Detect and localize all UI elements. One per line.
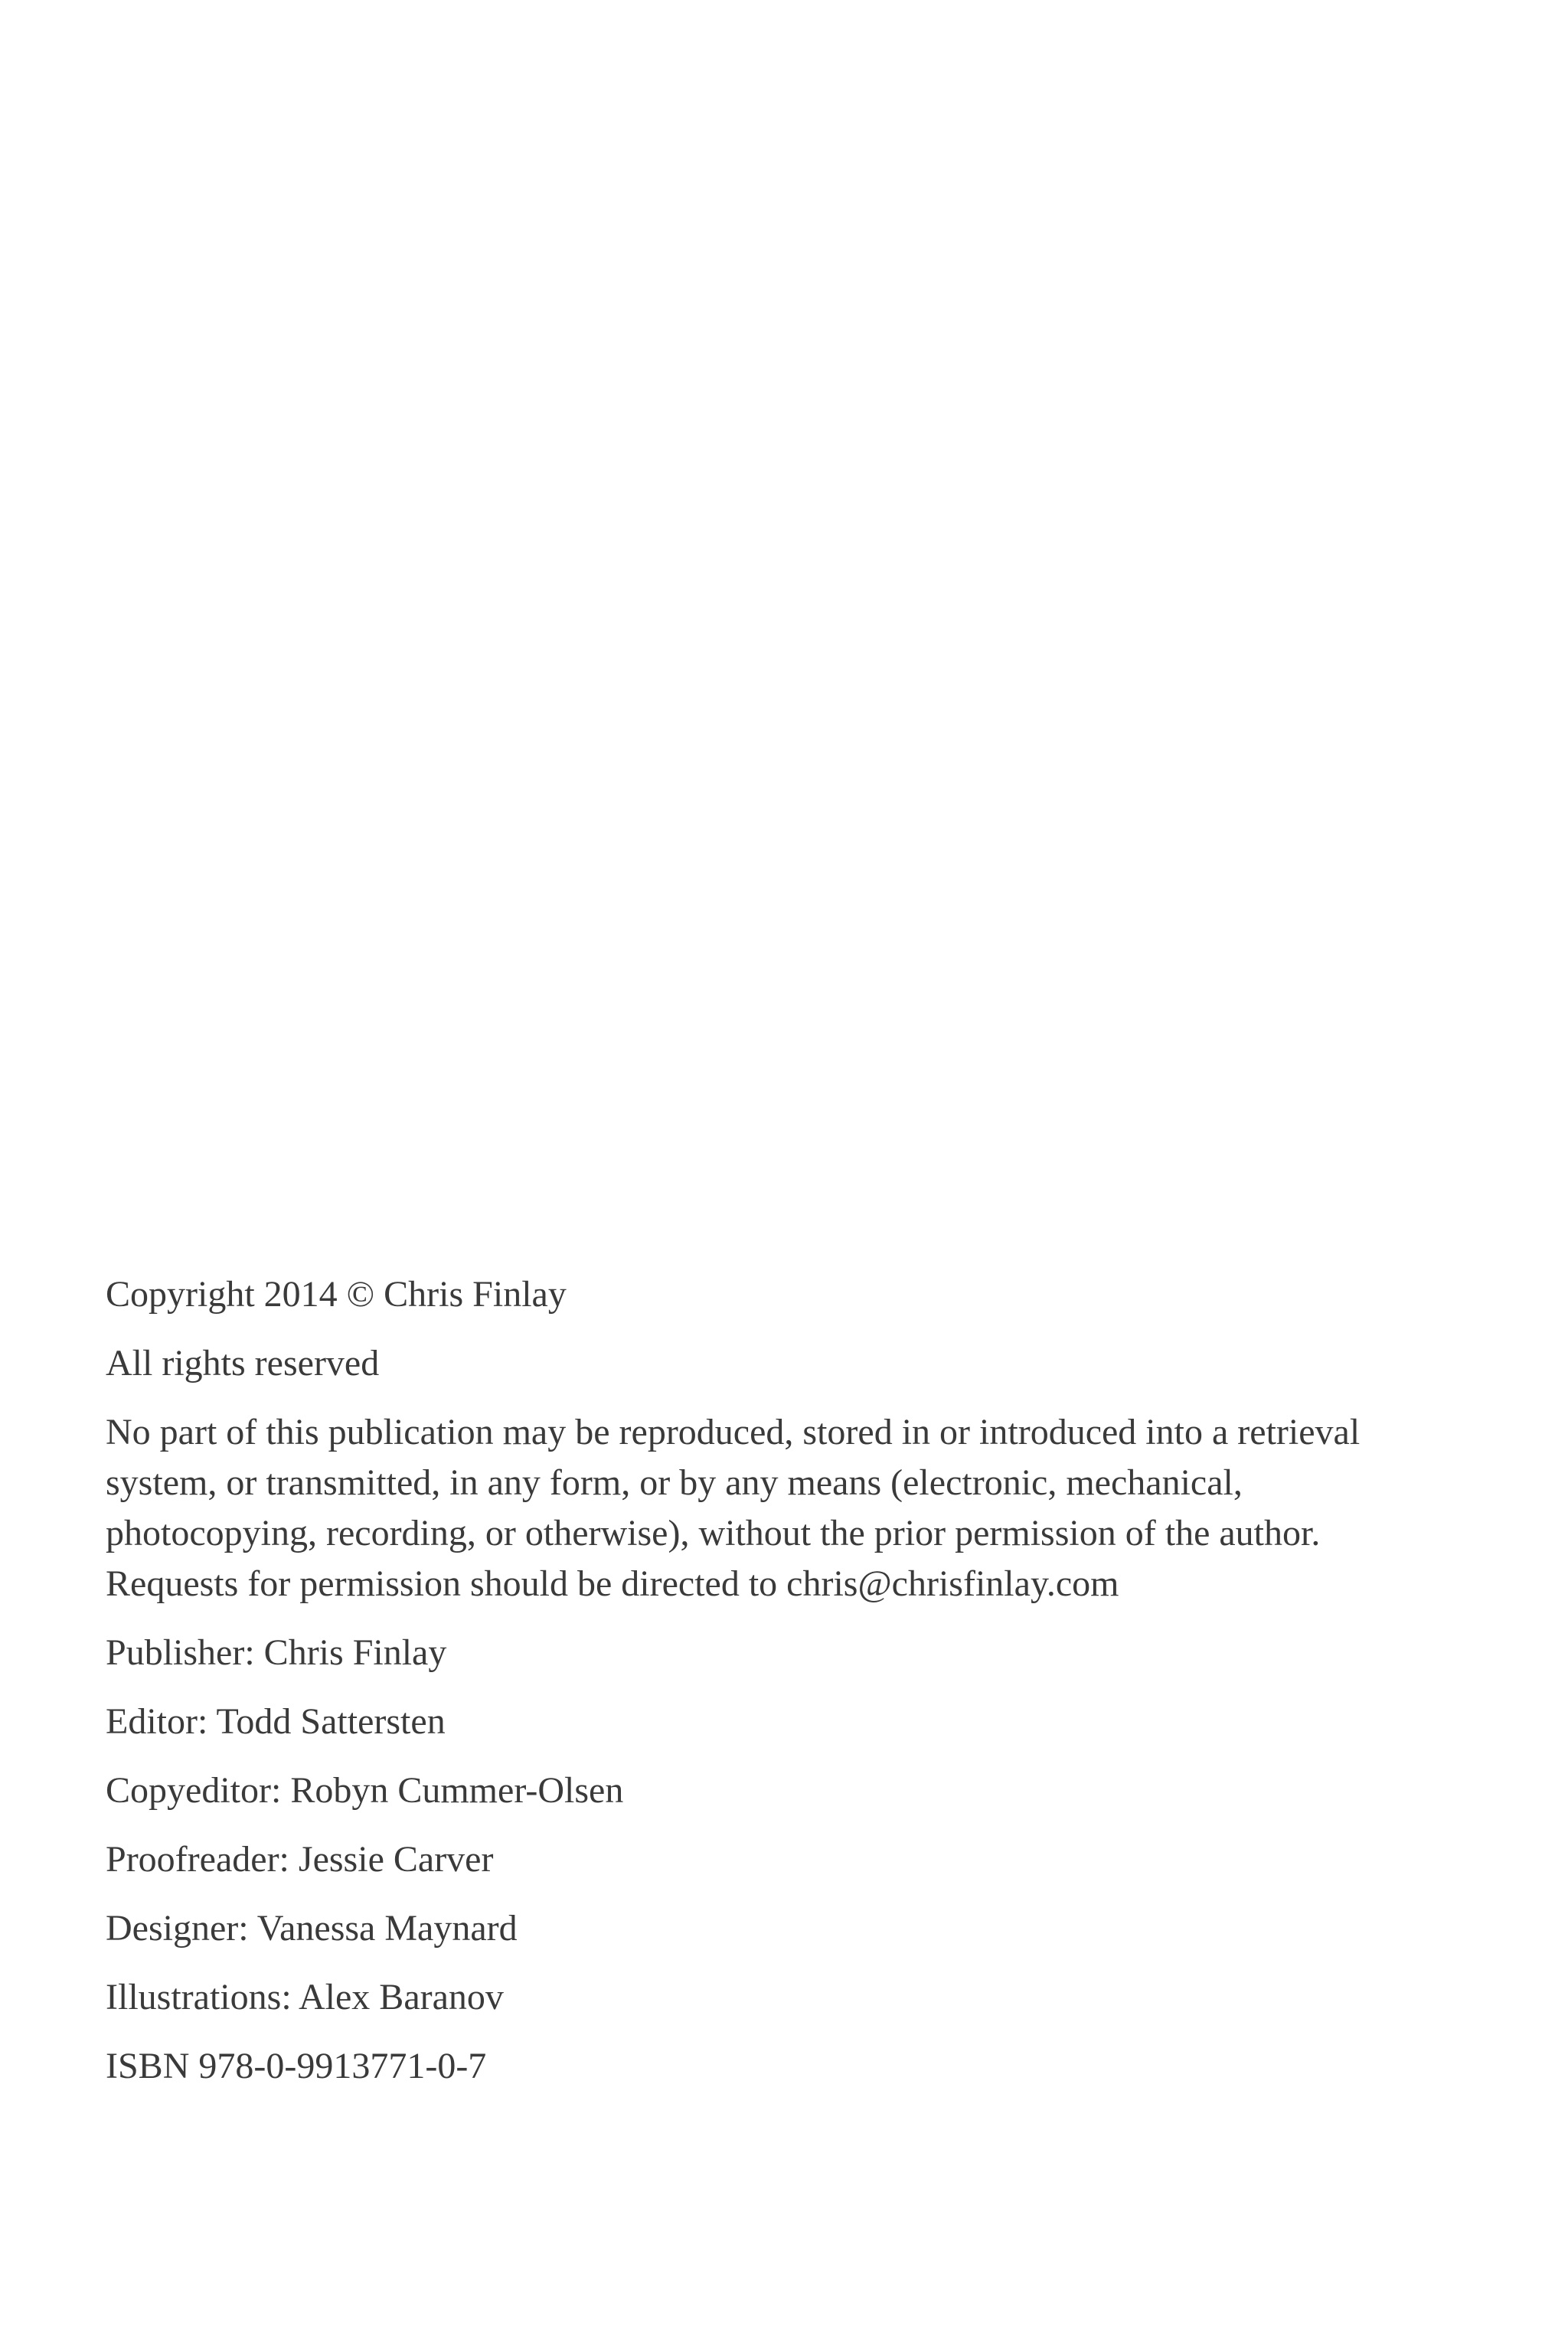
illustrations-line: Illustrations: Alex Baranov (106, 1977, 504, 2017)
permission-notice: No part of this publication may be reproduced, stored in or introduced into a retrieval system, or transmitted, in any form, or by any means (electronic, mechanical, photocopying, recording, or otherwise), without the prior permission of the author. Requests for permission should be directed to chris@chrisfinlay.com (106, 1412, 1361, 1604)
copyright-block (106, 1269, 1361, 2110)
editor-line: Editor: Todd Sattersten (106, 1701, 446, 1742)
copyeditor-line: Copyeditor: Robyn Cummer-Olsen (106, 1770, 624, 1811)
rights-line: All rights reserved (106, 1343, 380, 1383)
designer-line: Designer: Vanessa Maynard (106, 1908, 518, 1949)
publisher-line: Publisher: Chris Finlay (106, 1632, 447, 1673)
isbn-line: ISBN 978-0-9913771-0-7 (106, 2046, 487, 2086)
proofreader-line: Proofreader: Jessie Carver (106, 1839, 494, 1880)
copyright-line: Copyright 2014 © Chris Finlay (106, 1274, 567, 1315)
